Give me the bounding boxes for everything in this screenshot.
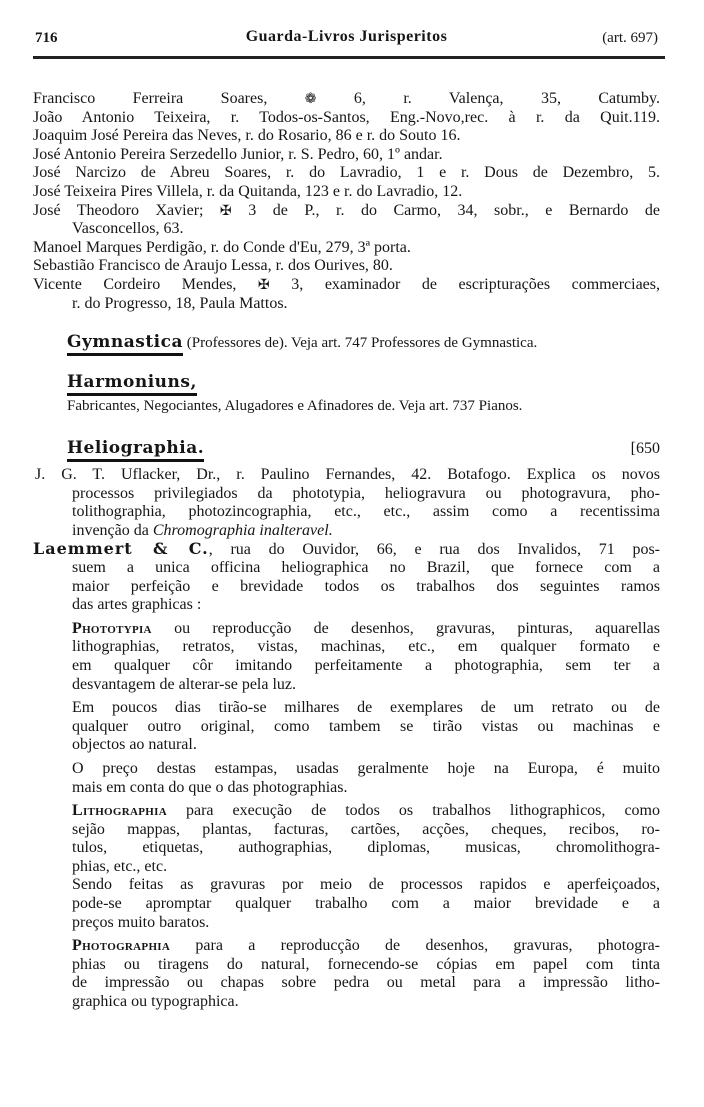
entry-text: Francisco Ferreira Soares, [33, 90, 305, 107]
guarda-livros-entries [33, 90, 660, 313]
list-item: João Antonio Teixeira, r. Todos-os-Santos, Eng.-Novo,rec. à r. da Quit.119. [33, 108, 660, 126]
laemmert-name: Laemmert & C. [33, 539, 209, 559]
article-number: [650 [630, 440, 660, 457]
list-item [33, 276, 660, 295]
list-item-continuation: r. do Progresso, 18, Paula Mattos. [72, 294, 288, 312]
entry-line: tolithographia, photozincographia, etc., etc., assim como a recentissima [72, 503, 660, 521]
paragraph-lead: Lithographia [72, 802, 167, 820]
article-reference: (art. 697) [602, 30, 658, 46]
entry-line: Sendo feitas as gravuras por meio de processos rapidos e aperfeiçoados, [72, 876, 660, 894]
lithographia-paragraph [72, 802, 660, 821]
entry-line: preços muito baratos. [72, 913, 210, 931]
list-item: José Antonio Pereira Serzedello Junior, r. S. Pedro, 60, 1º andar. [33, 145, 443, 163]
entry-line: desvantagem de alterar-se pela luz. [72, 675, 297, 693]
entry-text: para execução de todos os trabalhos lithographicos, como [166, 802, 660, 820]
list-item: Sebastião Francisco de Araujo Lessa, r. dos Ourives, 80. [33, 257, 393, 275]
list-item: Manoel Marques Perdigão, r. do Conde d'Eu, 279, 3ª porta. [33, 238, 411, 256]
entry-text: 6, r. Valença, 35, Catumby. [316, 90, 660, 107]
entry-line: maior perfeição e brevidade todos os trabalhos dos seguintes ramos [72, 577, 660, 595]
list-item: Joaquim José Pereira das Neves, r. do Rosario, 86 e r. do Souto 16. [33, 127, 461, 145]
entry-text: Vicente Cordeiro Mendes, [33, 275, 258, 293]
section-heading: Gymnastica [67, 332, 183, 356]
entry-line: de impressão ou chapas sobre pedra ou metal para a impressão litho- [72, 974, 660, 992]
entry-line: sejão mappas, plantas, facturas, cartões, acções, cheques, recibos, ro- [72, 820, 660, 838]
entry-line: processos privilegiados da phototypia, heliogravura ou photogravura, pho- [72, 484, 660, 502]
cross-order-icon: ✠ [220, 202, 232, 219]
entry-line: lithographias, retratos, vistas, machinas, etc., em qualquer formato e [72, 638, 660, 656]
entry-line: das artes graphicas : [72, 596, 202, 614]
section-heliographia-heading [67, 438, 660, 464]
entry-line [72, 522, 660, 541]
rose-order-icon: ❁ [304, 91, 317, 107]
entry-line: O preço destas estampas, usadas geralmente hoje na Europa, é muito [72, 759, 660, 777]
entry-text: 3, examinador de escripturações commerciaes, [269, 275, 661, 293]
entry-line: graphica ou typographica. [72, 993, 239, 1011]
list-item [33, 90, 660, 109]
section-heliographia-body [33, 466, 660, 1012]
entry-line: phias, etc., etc. [72, 857, 168, 875]
phototypia-paragraph [72, 620, 660, 639]
laemmert-entry [33, 540, 660, 559]
section-heading: Harmoniuns, [67, 372, 197, 396]
entry-line: pode-se apromptar qualquer trabalho com a maior brevidade e a [72, 895, 660, 913]
paragraph-lead: Phototypia [72, 619, 152, 637]
uflacker-entry: J. G. T. Uflacker, Dr., r. Paulino Fernandes, 42. Botafogo. Explica os novos [35, 466, 660, 483]
entry-line: qualquer outro original, como tambem se tirão vistas ou machinas e [72, 717, 660, 735]
entry-text: José Theodoro Xavier; [33, 201, 220, 219]
entry-line: suem a unica officina heliographica no Brazil, que fornece com a [72, 558, 660, 576]
section-heading: Heliographia. [67, 438, 204, 462]
entry-line: Em poucos dias tirão-se milhares de exemplares de um retrato ou de [72, 699, 660, 717]
list-item [33, 202, 660, 221]
header-rule [33, 56, 665, 59]
list-item-continuation: Vasconcellos, 63. [72, 220, 184, 238]
section-harmoniuns [67, 372, 660, 416]
entry-line: phias ou tiragens do natural, fornecendo-se cópias em papel com tinta [72, 955, 660, 973]
section-text: (Professores de). Veja art. 747 Professores de Gymnastica. [183, 335, 538, 351]
entry-line: tulos, etiquetas, authographias, diplomas, musicas, chromolithogra- [72, 839, 660, 857]
entry-text: , rua do Ouvidor, 66, e rua dos Invalidos, 71 pos- [208, 541, 661, 559]
entry-line: em qualquer côr imitando perfeitamente a photographia, sem ter a [72, 656, 660, 674]
entry-text: invenção da [72, 521, 153, 539]
entry-italic: Chromographia inalteravel. [152, 521, 333, 539]
entry-line: mais em conta do que o das photographias. [72, 778, 348, 796]
running-title: Guarda-Livros Jurisperitos [245, 28, 448, 45]
section-gymnastica [67, 332, 660, 356]
section-text: Fabricantes, Negociantes, Alugadores e Afinadores de. Veja art. 737 Pianos. [67, 398, 523, 414]
cross-order-icon: ✠ [257, 276, 270, 293]
photographia-paragraph [72, 937, 660, 956]
page-number: 716 [35, 30, 58, 46]
entry-text: para a reproducção de desenhos, gravuras, photogra- [170, 937, 660, 955]
entry-text: 3 de P., r. do Carmo, 34, sobr., e Bernardo de [231, 201, 661, 219]
page-header [33, 28, 660, 52]
list-item: José Narcizo de Abreu Soares, r. do Lavradio, 1 e r. Dous de Dezembro, 5. [33, 164, 660, 182]
entry-text: ou reproducção de desenhos, gravuras, pinturas, aquarellas [151, 619, 660, 637]
list-item: José Teixeira Pires Villela, r. da Quitanda, 123 e r. do Lavradio, 12. [33, 182, 463, 200]
entry-line: objectos ao natural. [72, 736, 197, 754]
paragraph-lead: Photographia [72, 937, 171, 955]
